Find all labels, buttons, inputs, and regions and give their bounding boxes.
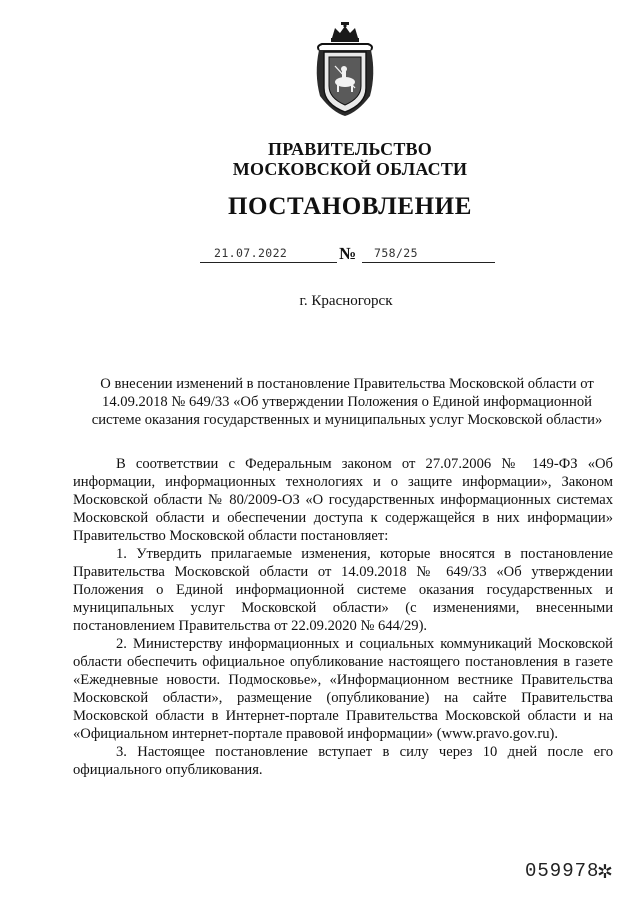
document-subject: О внесении изменений в постановление Правительства Московской области от 14.09.2018 № 649/33 «Об утверждении Положения о Единой информационной системе оказания государственных и муниципальных услуг Московской области» [91,376,603,428]
document-number: 758/25 [374,246,418,260]
document-date: 21.07.2022 [214,246,288,260]
asterisk-mark: ✲ [597,862,613,883]
clause-paragraph-2: 2. Министерству информационных и социальных коммуникаций Московской области обеспечить официальное опубликование настоящего постановления в газете «Ежедневные новости. Подмосковье», «Информационном вестнике Правительства Московской области», размещение (опубликование) на сайте Правительства Московской области в Интернет-портале Правительства Московской области и на «Официальном интернет-портале правовой информации» (www.pravo.gov.ru). [73,636,613,742]
document-body [73,455,613,779]
preamble-paragraph: В соответствии с Федеральным законом от 27.07.2006 № 149-ФЗ «Об информации, информационных технологиях и о защите информации», Законом Московской области № 80/2009-ОЗ «О государственных информационных системах Московской области и обеспечении доступа к содержащейся в них информации» Правительство Московской области постановляет: [73,456,613,544]
document-type-heading: ПОСТАНОВЛЕНИЕ [227,193,473,220]
region-title: МОСКОВСКОЙ ОБЛАСТИ [232,159,468,179]
number-sign: № [339,244,357,263]
city-line: г. Красногорск [299,293,393,309]
serial-number: 059978 [525,860,600,882]
clause-paragraph-1: 1. Утвердить прилагаемые изменения, которые вносятся в постановление Правительства Московской области от 14.09.2018 № 649/33 «Об утверждении Положения о Единой информационной системе оказания государственных и муниципальных услуг Московской области» (с изменениями, внесенными постановлением Правительства от 22.09.2020 № 644/29). [73,546,613,634]
clause-paragraph-3: 3. Настоящее постановление вступает в силу через 10 дней после его официального опубликования. [73,744,613,778]
number-underline [362,262,495,263]
coat-of-arms-emblem [310,22,380,118]
government-title: ПРАВИТЕЛЬСТВО [268,139,432,159]
date-underline [200,262,337,263]
